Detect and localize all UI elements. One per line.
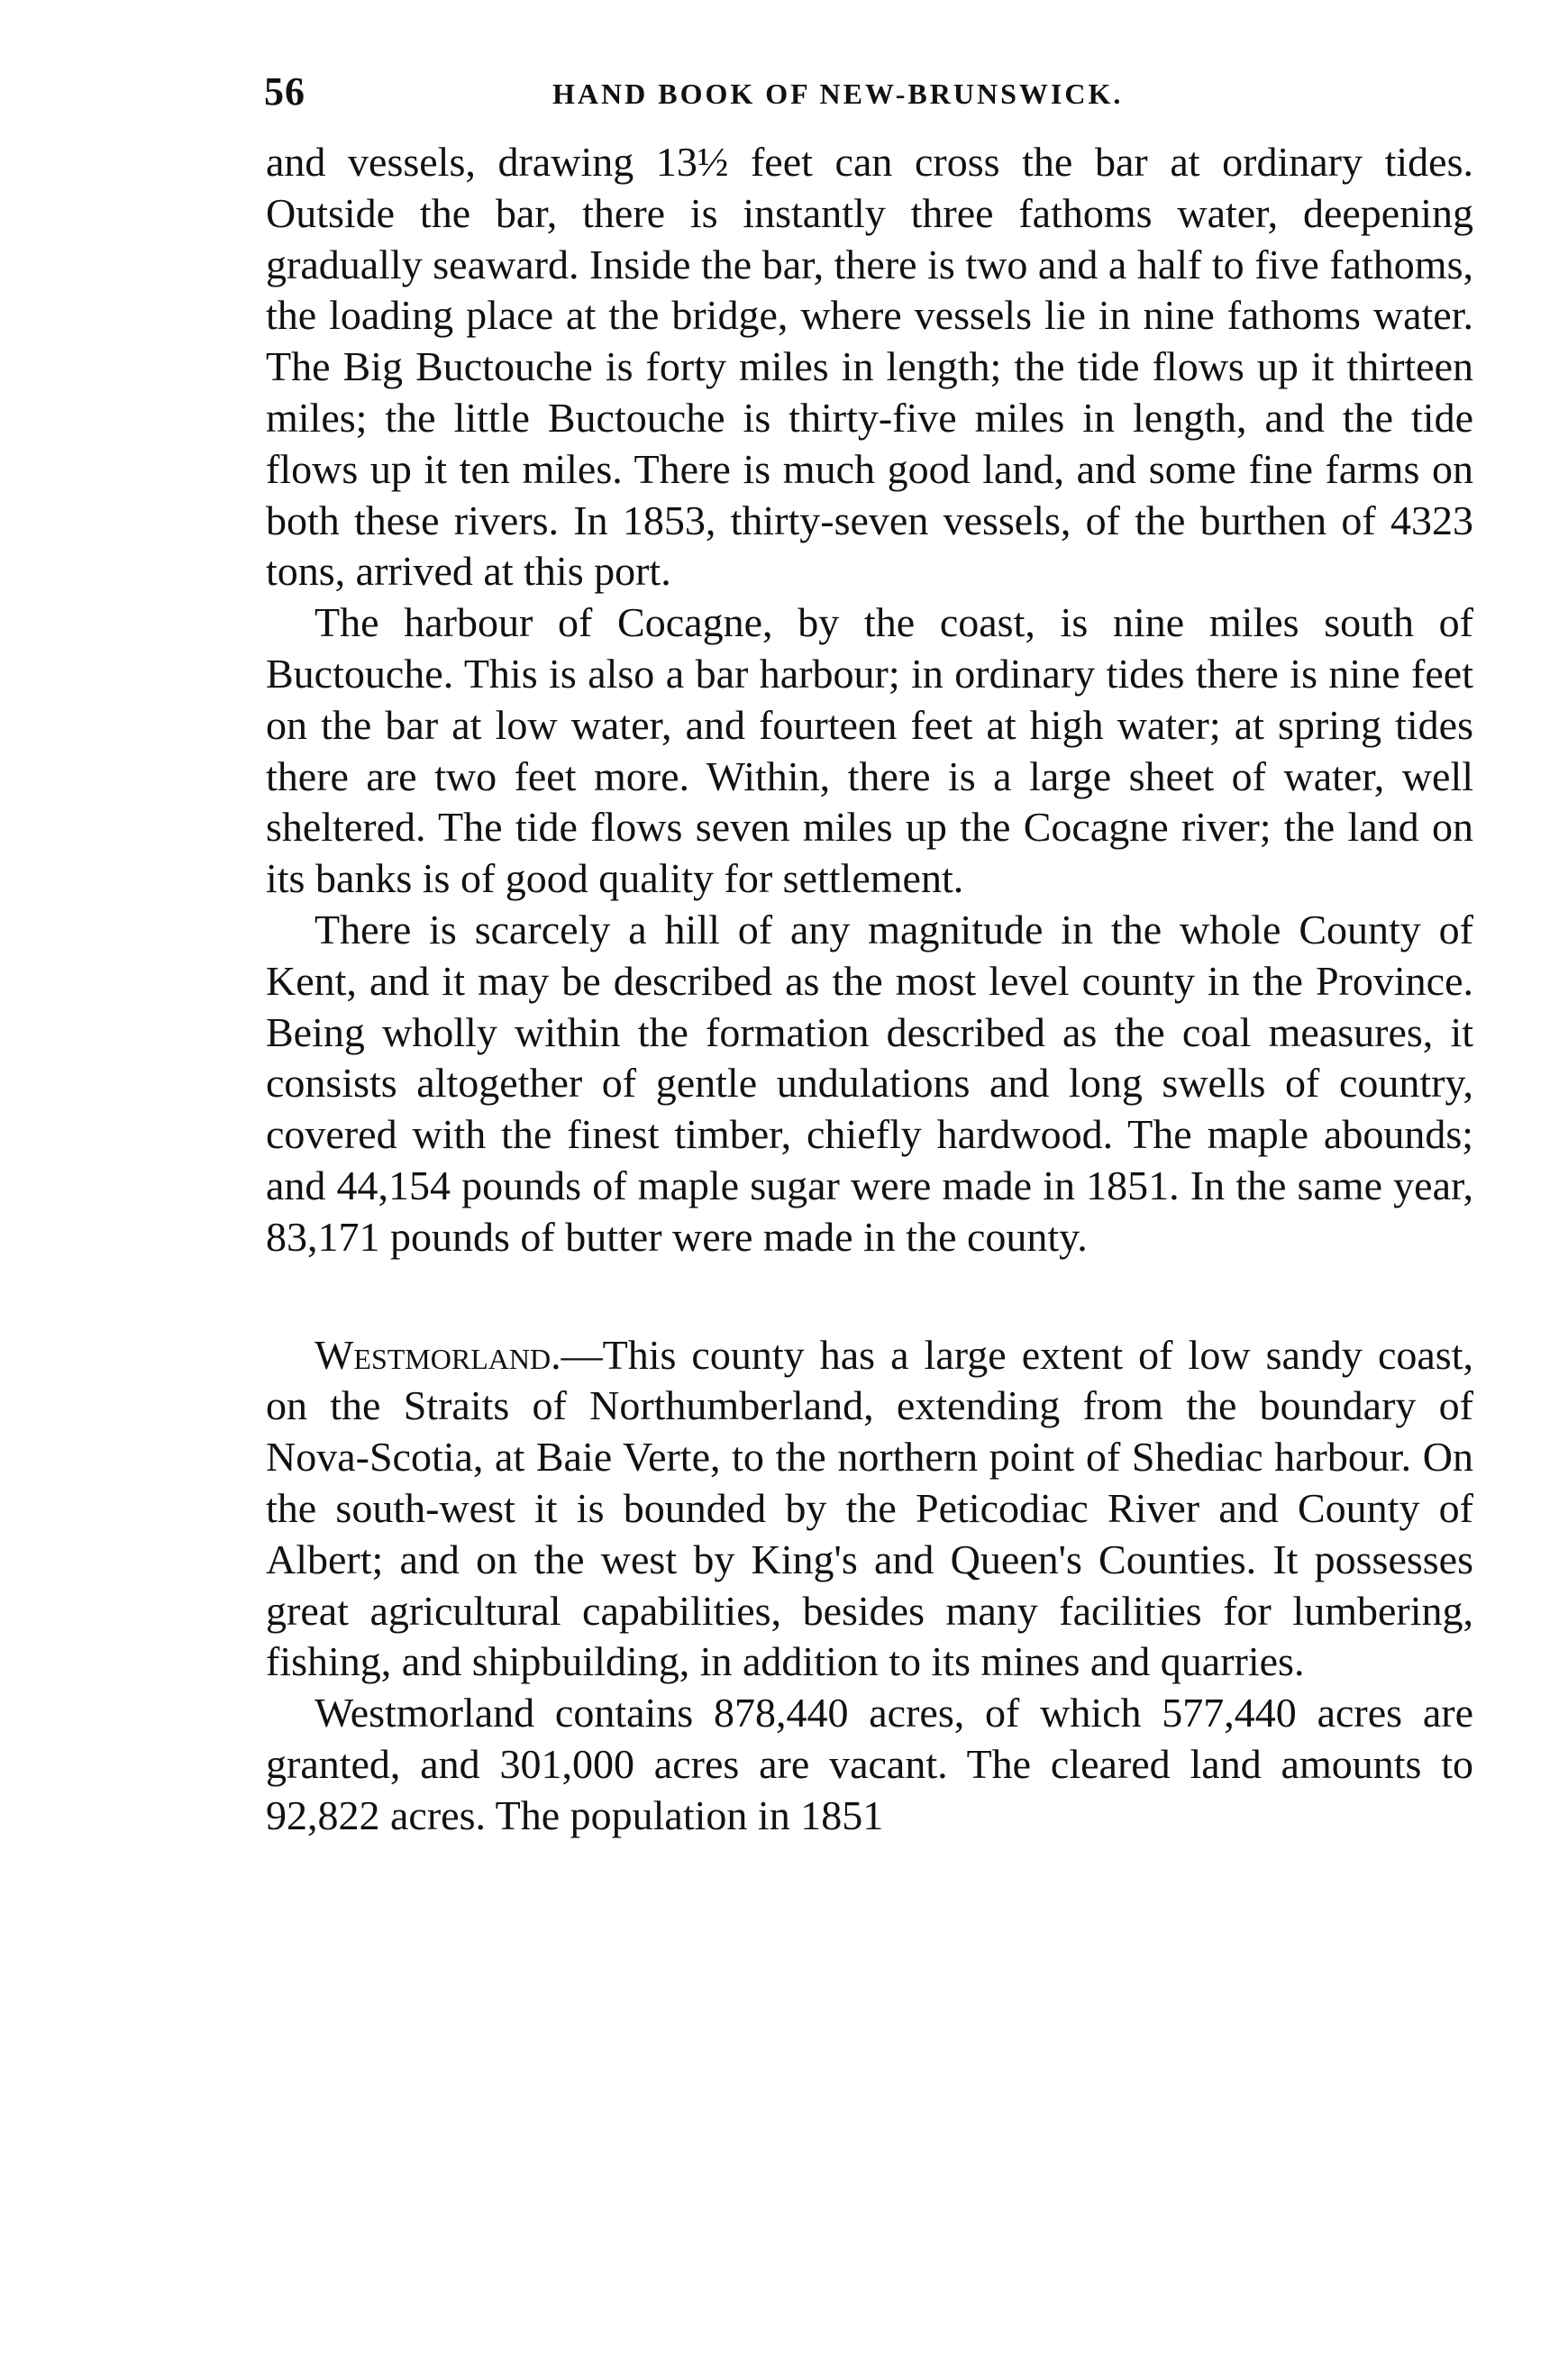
- section-heading-westmorland: Westmorland.: [315, 1331, 561, 1378]
- running-head: HAND BOOK OF NEW-BRUNSWICK.: [552, 77, 1124, 110]
- westmorland-text: —This county has a large extent of low sandy coast, on the Straits of Northumberland, extending from the boundary of Nova-Scotia, at Baie Verte, to the northern point of Shediac harbour. On the south-west it is bounded by the Peticodiac River and County of Albert; and on the west by King's and Queen's Counties. It possesses great agricultural capabilities, besides many facilities for lumbering, fishing, and shipbuilding, in addition to its mines and quarries.: [266, 1331, 1473, 1685]
- paragraph-kent-county: There is scarcely a hill of any magnitude in the whole County of Kent, and it may be described as the most level county in the Province. Being wholly within the formation described as the coal measures, it consists altogether of gentle undulations and long swells of country, covered with the finest timber, chiefly hardwood. The maple abounds; and 44,154 pounds of maple sugar were made in 1851. In the same year, 83,171 pounds of butter were made in the county.: [266, 906, 1473, 1260]
- paragraph-westmorland: [266, 1330, 1473, 1689]
- paragraph-buctouche: and vessels, drawing 13½ feet can cross the bar at ordinary tides. Outside the bar, there is instantly three fathoms water, deepening gradually seaward. Inside the bar, there is two and a half to five fathoms, the loading place at the bridge, where vessels lie in nine fathoms water. The Big Buctouche is forty miles in length; the tide flows up it thirteen miles; the little Buctouche is thirty-five miles in length, and the tide flows up it ten miles. There is much good land, and some fine farms on both these rivers. In 1853, thirty-seven vessels, of the burthen of 4323 tons, arrived at this port.: [266, 139, 1473, 595]
- body-text: [266, 137, 1473, 1842]
- paragraph-westmorland-acres: Westmorland contains 878,440 acres, of which 577,440 acres are granted, and 301,000 acres are vacant. The cleared land amounts to 92,822 acres. The population in 1851: [266, 1690, 1473, 1838]
- paragraph-cocagne: The harbour of Cocagne, by the coast, is nine miles south of Buctouche. This is also a bar harbour; in ordinary tides there is nine feet on the bar at low water, and fourteen feet at high water; at spring tides there are two feet more. Within, there is a large sheet of water, well sheltered. The tide flows seven miles up the Cocagne river; the land on its banks is of good quality for settlement.: [266, 599, 1473, 902]
- page-number: 56: [264, 69, 305, 114]
- page-header: [264, 68, 1473, 123]
